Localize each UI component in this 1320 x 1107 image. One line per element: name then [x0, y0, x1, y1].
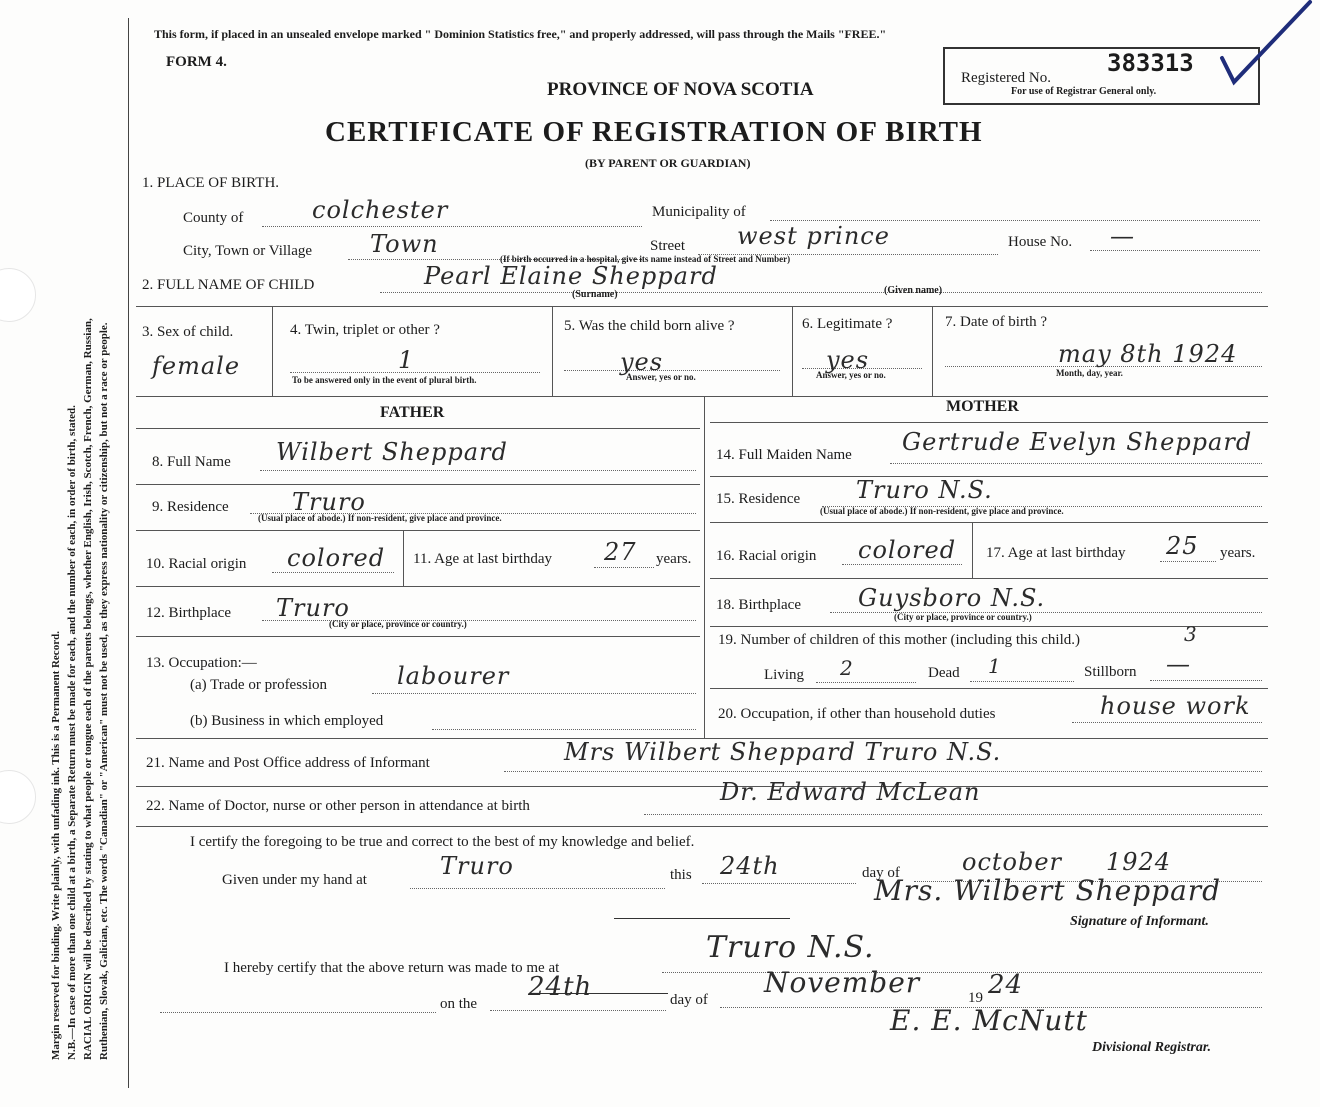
- mother-birthplace-value: Guysboro N.S.: [858, 584, 1046, 612]
- county-label: County of: [183, 210, 244, 226]
- registrar-general-note: For use of Registrar General only.: [1011, 86, 1157, 97]
- document-subtitle: (BY PARENT OR GUARDIAN): [585, 156, 751, 170]
- signature-label: Signature of Informant.: [1070, 914, 1209, 929]
- father-birthplace-note: (City or place, province or country.): [329, 619, 467, 629]
- return-year-value: 24: [988, 970, 1024, 1000]
- return-statement: I hereby certify that the above return was made to me at: [224, 960, 560, 976]
- stillborn-label: Stillborn: [1084, 664, 1137, 680]
- father-racial-value: colored: [287, 544, 386, 572]
- street-value: west prince: [737, 222, 890, 250]
- street-label: Street: [650, 238, 685, 254]
- given-under-hand-label: Given under my hand at: [222, 872, 367, 888]
- given-name-note: (Given name): [884, 285, 943, 296]
- father-name-label: 8. Full Name: [152, 454, 231, 470]
- living-label: Living: [764, 667, 804, 683]
- margin-note-3: RACIAL ORIGIN will be described by stating to what people or tongue each of the parents belongs, whether English, Irish, Scotch, French, German, Russian,: [82, 318, 94, 1060]
- on-the-label: on the: [440, 996, 478, 1012]
- margin-instructions: [48, 0, 112, 1060]
- twin-value: 1: [398, 346, 415, 374]
- mother-children-value: 3: [1184, 622, 1198, 646]
- father-name-value: Wilbert Sheppard: [276, 438, 508, 466]
- date-of-birth-value: may 8th 1924: [1058, 340, 1238, 368]
- father-age-label: 11. Age at last birthday: [413, 551, 552, 567]
- punch-hole-top: [0, 268, 36, 322]
- born-alive-value: yes: [620, 348, 664, 376]
- born-alive-label: 5. Was the child born alive ?: [564, 318, 735, 334]
- father-birthplace-label: 12. Birthplace: [146, 605, 231, 621]
- divisional-registrar-label: Divisional Registrar.: [1092, 1040, 1212, 1055]
- sex-label: 3. Sex of child.: [142, 324, 234, 340]
- mother-racial-value: colored: [858, 536, 957, 564]
- punch-hole-bottom: [0, 770, 36, 824]
- mother-children-label: 19. Number of children of this mother (including this child.): [718, 632, 1081, 648]
- registered-number: 383313: [1107, 49, 1194, 77]
- county-value: colchester: [312, 196, 449, 224]
- city-value: Town: [370, 230, 439, 258]
- given-place-value: Truro: [440, 852, 514, 880]
- return-day-of-label: day of: [670, 992, 708, 1008]
- return-place-value: Truro N.S.: [706, 930, 875, 965]
- municipality-label: Municipality of: [652, 204, 746, 220]
- mother-years-label: years.: [1220, 545, 1256, 561]
- province-heading: PROVINCE OF NOVA SCOTIA: [547, 79, 814, 100]
- registered-number-label: Registered No.: [961, 70, 1051, 86]
- dead-label: Dead: [928, 665, 960, 681]
- father-occupation-label: 13. Occupation:—: [146, 655, 257, 671]
- child-name-value: Pearl Elaine Sheppard: [424, 262, 718, 290]
- father-birthplace-value: Truro: [276, 594, 350, 622]
- margin-line: [128, 18, 129, 1088]
- doctor-label: 22. Name of Doctor, nurse or other person in attendance at birth: [146, 798, 530, 814]
- mother-age-value: 25: [1166, 532, 1199, 560]
- legitimate-note: Answer, yes or no.: [816, 370, 886, 380]
- margin-note-2: N.B.—In case of more than one child at a birth, a Separate Return must be made for each, and the number of each, in order of birth, stated.: [66, 405, 78, 1060]
- father-residence-value: Truro: [292, 488, 366, 516]
- mother-name-label: 14. Full Maiden Name: [716, 447, 852, 463]
- date-of-birth-note: Month, day, year.: [1056, 368, 1123, 378]
- place-of-birth-heading: 1. PLACE OF BIRTH.: [142, 175, 280, 191]
- margin-note-4: Ruthenian, Slovak, Galician, etc. The words "Canadian" or "American" must not be used, as they express nationality or citizenship, but not a race or people.: [98, 322, 110, 1060]
- document-title: CERTIFICATE OF REGISTRATION OF BIRTH: [325, 116, 983, 148]
- margin-note-1: Margin reserved for binding. Write plainly, with unfading ink. This is a Permanent Record.: [50, 631, 62, 1060]
- father-business-label: (b) Business in which employed: [190, 713, 384, 729]
- twin-note: To be answered only in the event of plural birth.: [292, 375, 477, 385]
- father-age-value: 27: [604, 538, 637, 566]
- father-racial-label: 10. Racial origin: [146, 556, 247, 572]
- informant-label: 21. Name and Post Office address of Informant: [146, 755, 430, 771]
- sex-value: female: [152, 352, 241, 380]
- certification-year-value: 1924: [1106, 848, 1172, 876]
- check-mark-icon: [1218, 0, 1313, 95]
- father-trade-value: labourer: [397, 662, 510, 690]
- informant-value: Mrs Wilbert Sheppard Truro N.S.: [564, 738, 1002, 766]
- twin-label: 4. Twin, triplet or other ?: [290, 322, 440, 338]
- this-label: this: [670, 867, 692, 883]
- mother-residence-value: Truro N.S.: [856, 476, 993, 504]
- mother-heading: MOTHER: [946, 398, 1019, 415]
- city-label: City, Town or Village: [183, 243, 313, 259]
- return-year-prefix: 19: [968, 990, 983, 1006]
- house-number-value: —: [1110, 222, 1135, 250]
- mother-occupation-label: 20. Occupation, if other than household duties: [718, 706, 996, 722]
- mother-occupation-value: house work: [1100, 692, 1251, 720]
- on-the-day-value: 24th: [528, 972, 593, 1002]
- mother-birthplace-label: 18. Birthplace: [716, 597, 801, 613]
- child-name-label: 2. FULL NAME OF CHILD: [142, 277, 315, 293]
- mother-residence-label: 15. Residence: [716, 491, 801, 507]
- mother-residence-note: (Usual place of abode.) If non-resident, give place and province.: [820, 506, 1064, 516]
- father-residence-label: 9. Residence: [152, 499, 229, 515]
- date-of-birth-label: 7. Date of birth ?: [945, 314, 1048, 330]
- return-month-value: November: [764, 966, 921, 999]
- certification-month-value: october: [962, 848, 1063, 876]
- father-heading: FATHER: [380, 404, 445, 421]
- mother-racial-label: 16. Racial origin: [716, 548, 817, 564]
- this-day-value: 24th: [720, 852, 780, 880]
- father-years-label: years.: [656, 551, 692, 567]
- form-number: FORM 4.: [166, 54, 227, 70]
- stillborn-value: —: [1166, 650, 1191, 678]
- legitimate-label: 6. Legitimate ?: [802, 316, 893, 332]
- living-value: 2: [840, 656, 854, 680]
- father-residence-note: (Usual place of abode.) If non-resident, give place and province.: [258, 513, 502, 523]
- born-alive-note: Answer, yes or no.: [626, 372, 696, 382]
- surname-note: (Surname): [572, 289, 618, 300]
- dead-value: 1: [988, 654, 1002, 678]
- father-trade-label: (a) Trade or profession: [190, 677, 328, 693]
- certification-statement: I certify the foregoing to be true and correct to the best of my knowledge and belief.: [190, 834, 695, 850]
- house-number-label: House No.: [1008, 234, 1073, 250]
- informant-signature: Mrs. Wilbert Sheppard: [874, 874, 1222, 907]
- hospital-note: (If birth occurred in a hospital, give its name instead of Street and Number): [500, 254, 791, 264]
- mother-birthplace-note: (City or place, province or country.): [894, 612, 1032, 622]
- legitimate-value: yes: [826, 346, 870, 374]
- mail-notice: This form, if placed in an unsealed envelope marked " Dominion Statistics free," and properly addressed, will pass through the Mails "FREE.": [154, 27, 887, 41]
- mother-name-value: Gertrude Evelyn Sheppard: [902, 428, 1253, 456]
- parents-divider: [704, 396, 705, 738]
- day-of-label: day of: [862, 865, 900, 881]
- registrar-signature: E. E. McNutt: [890, 1004, 1088, 1037]
- mother-age-label: 17. Age at last birthday: [986, 545, 1126, 561]
- doctor-value: Dr. Edward McLean: [720, 778, 981, 806]
